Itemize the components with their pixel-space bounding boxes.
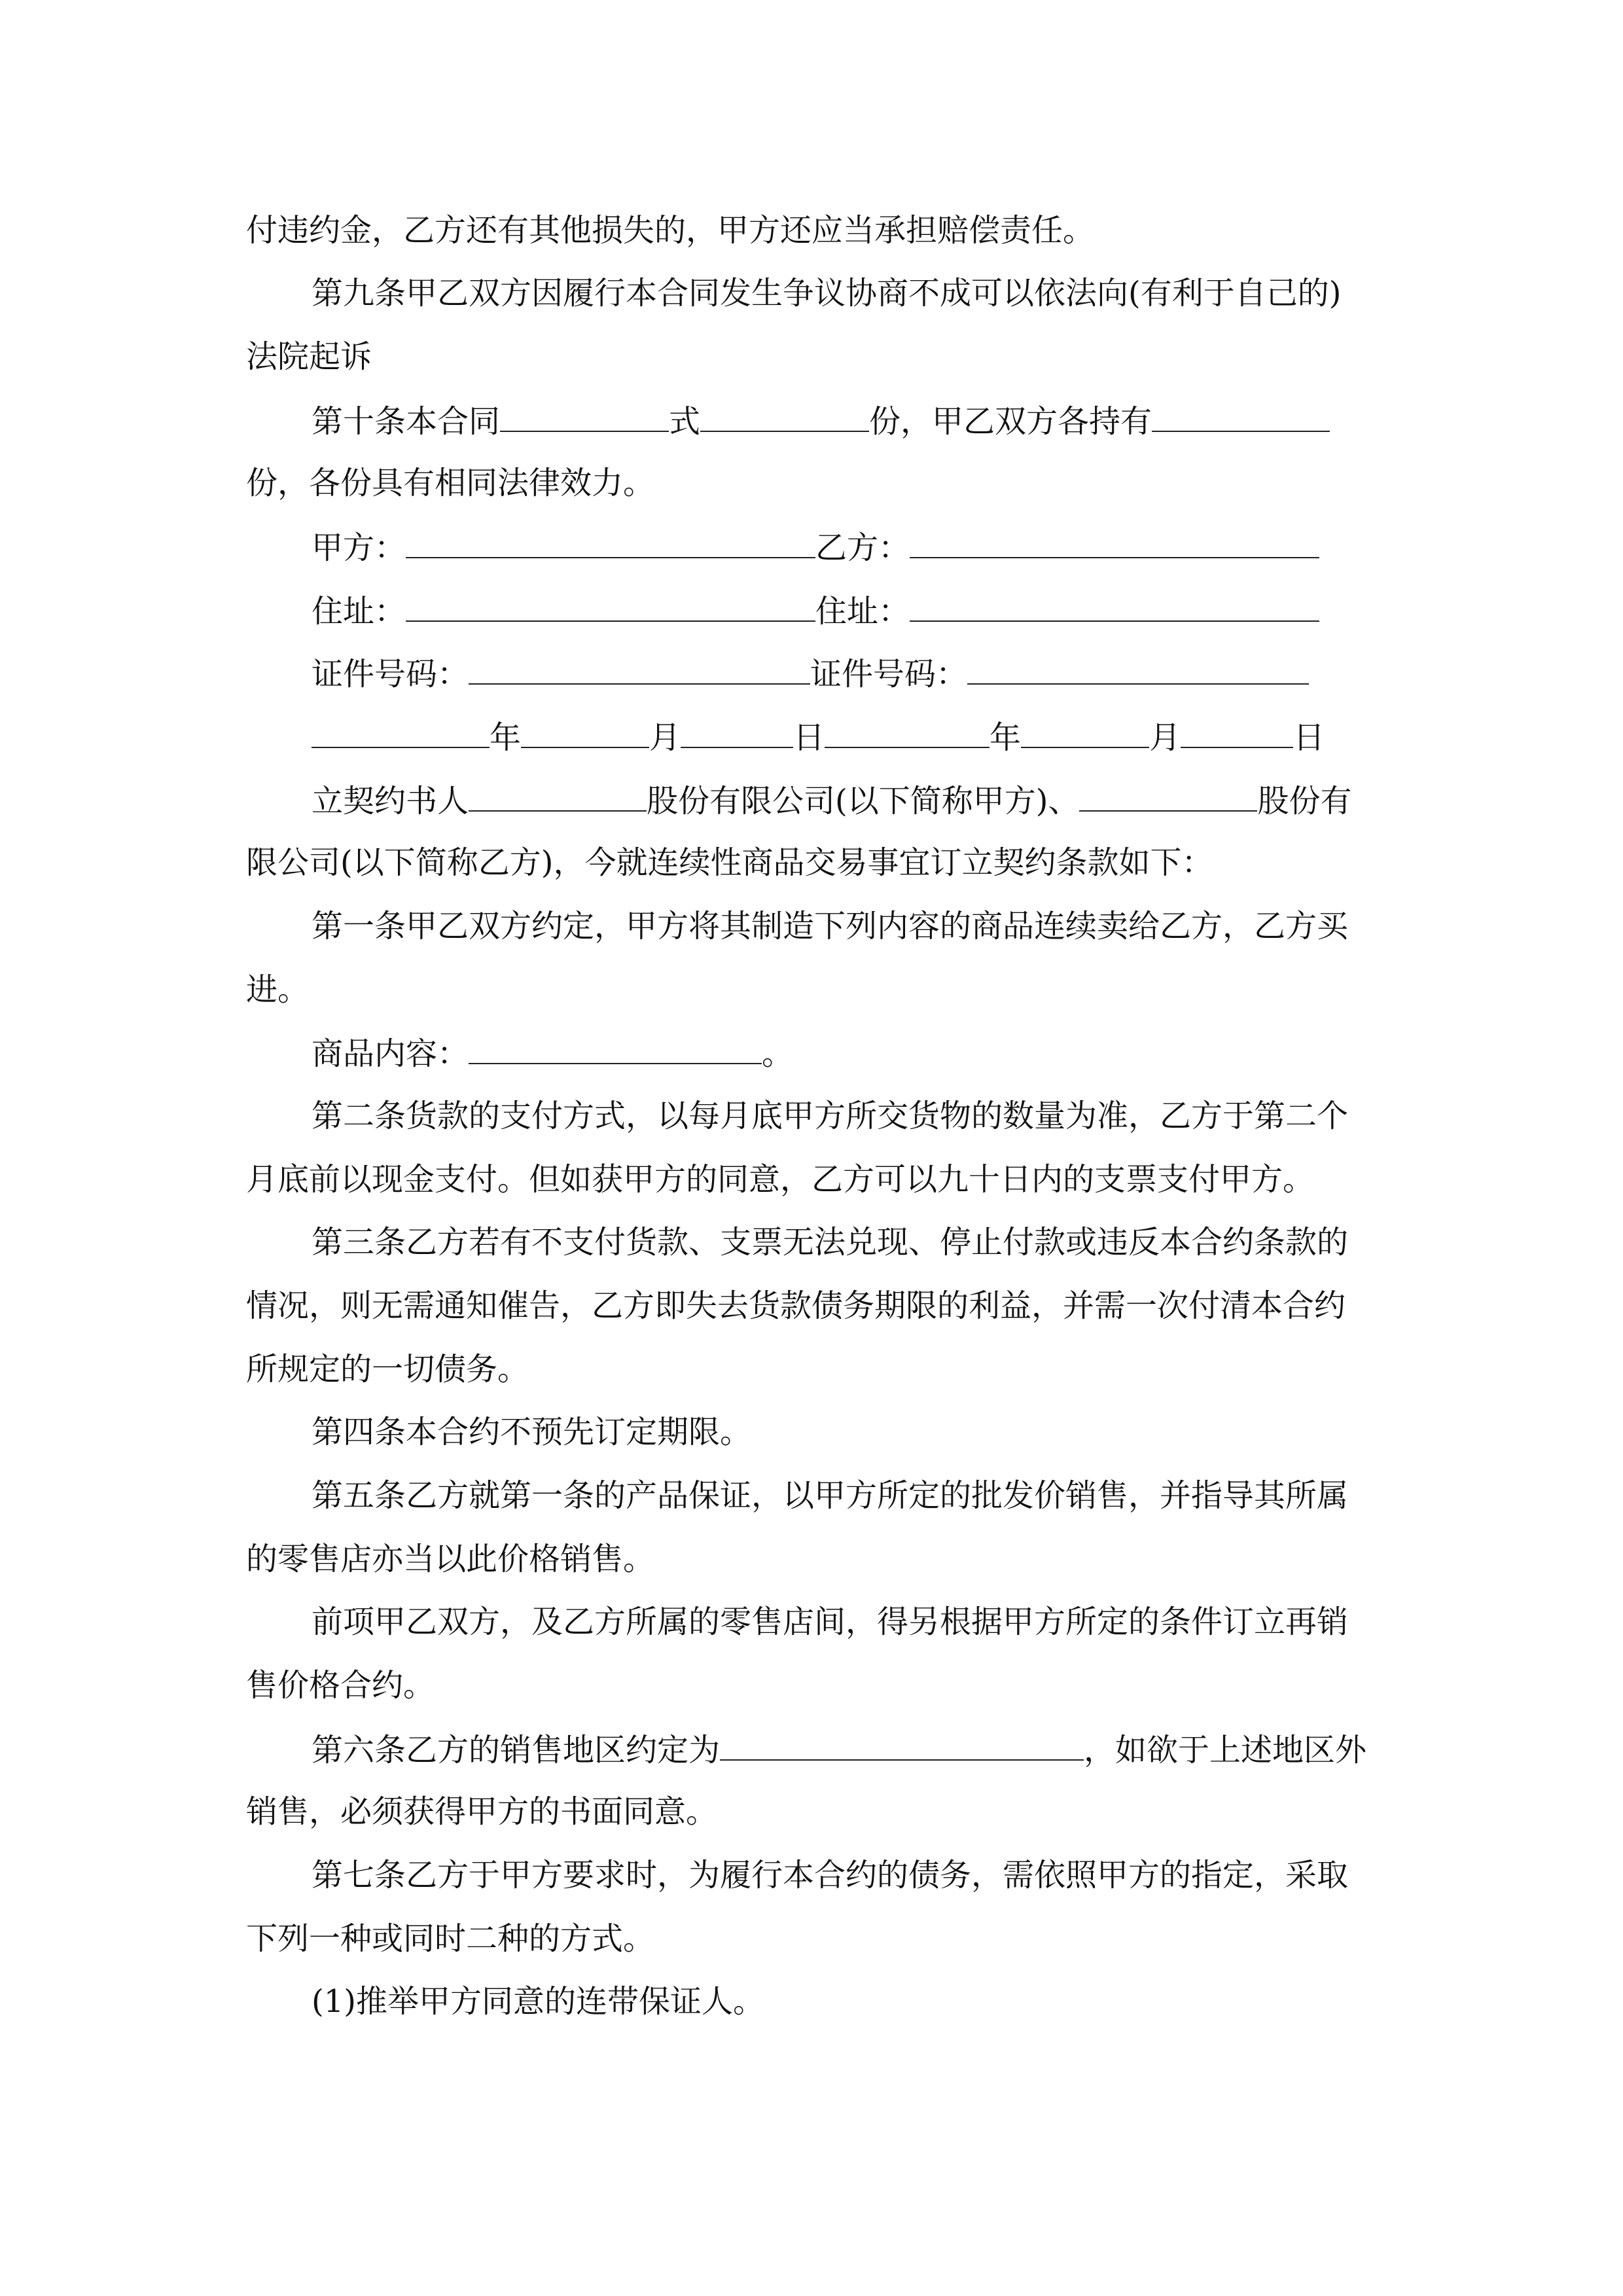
text: 式 xyxy=(669,403,701,440)
day-label: 日 xyxy=(793,719,825,756)
article-6-line xyxy=(246,1792,717,1831)
text: 情况，则无需通知催告，乙方即失去货款债务期限的利益，并需一次付清本合约 xyxy=(246,1287,1346,1324)
day-label: 日 xyxy=(1293,719,1325,756)
party-a-blank[interactable] xyxy=(406,527,815,558)
article-1-line xyxy=(312,906,1348,946)
text: 立契约书人 xyxy=(312,783,469,819)
copies-count-blank[interactable] xyxy=(700,401,869,432)
copies-held-blank[interactable] xyxy=(1152,401,1330,432)
text: 法院起诉 xyxy=(246,338,372,375)
party-b-company-blank[interactable] xyxy=(1079,780,1257,812)
article-9-line xyxy=(246,337,372,376)
article-1-line xyxy=(246,970,309,1009)
id-b-label: 证件号码： xyxy=(810,656,968,692)
text: 第七条乙方于甲方要求时，为履行本合约的债务，需依照甲方的指定，采取 xyxy=(312,1857,1349,1893)
article-10-line xyxy=(312,401,1330,441)
party-a-label: 甲方： xyxy=(312,529,406,566)
goods-line xyxy=(312,1033,793,1073)
text: 销售，必须获得甲方的书面同意。 xyxy=(246,1793,718,1830)
date-line xyxy=(312,717,1325,757)
text: 股份有限公司(以下简称甲方)、 xyxy=(647,783,1080,819)
preceding-clause-line xyxy=(246,1666,435,1705)
text: (1)推举甲方同意的连带保证人。 xyxy=(312,1983,764,2020)
address-b-label: 住址： xyxy=(815,593,910,630)
text: 第二条货款的支付方式，以每月底甲方所交货物的数量为准，乙方于第二个 xyxy=(312,1098,1349,1134)
text: 下列一种或同时二种的方式。 xyxy=(246,1920,655,1957)
text: 第四条本合约不预先订定期限。 xyxy=(312,1414,752,1450)
address-a-blank[interactable] xyxy=(406,590,815,622)
article-6-line xyxy=(312,1729,1366,1770)
text: 第一条甲乙双方约定，甲方将其制造下列内容的商品连续卖给乙方，乙方买 xyxy=(312,908,1349,944)
text: 进。 xyxy=(246,971,310,1008)
year-b-blank[interactable] xyxy=(825,717,990,748)
text: 。 xyxy=(762,1035,794,1072)
party-b-blank[interactable] xyxy=(910,527,1319,558)
article-3-line xyxy=(312,1223,1348,1262)
party-a-company-blank[interactable] xyxy=(469,780,647,812)
text: 第五条乙方就第一条的产品保证，以甲方所定的批发价销售，并指导其所属 xyxy=(312,1477,1349,1514)
day-a-blank[interactable] xyxy=(681,717,793,748)
text: 第六条乙方的销售地区约定为 xyxy=(312,1732,721,1768)
paragraph-line xyxy=(246,211,1094,250)
intro-line xyxy=(246,843,1213,882)
article-7-line xyxy=(312,1856,1348,1895)
text: 所规定的一切债务。 xyxy=(246,1351,529,1388)
goods-blank[interactable] xyxy=(469,1033,762,1064)
copies-blank[interactable] xyxy=(500,401,669,432)
id-a-label: 证件号码： xyxy=(312,656,469,692)
intro-line xyxy=(312,780,1352,821)
article-10-line xyxy=(246,463,654,503)
text: 份，各份具有相同法律效力。 xyxy=(246,465,655,501)
text: 份，甲乙双方各持有 xyxy=(869,403,1152,440)
item-1-line xyxy=(312,1982,764,2021)
address-a-label: 住址： xyxy=(312,593,406,630)
id-b-blank[interactable] xyxy=(967,653,1309,685)
day-b-blank[interactable] xyxy=(1181,717,1293,748)
text: 第十条本合同 xyxy=(312,403,501,440)
article-5-line xyxy=(246,1539,654,1579)
text: ，如欲于上述地区外 xyxy=(1084,1732,1367,1768)
article-9-line xyxy=(312,274,1341,313)
goods-label: 商品内容： xyxy=(312,1035,469,1072)
year-a-blank[interactable] xyxy=(312,717,490,748)
month-label: 月 xyxy=(649,719,681,756)
text: 前项甲乙双方，及乙方所属的零售店间，得另根据甲方所定的条件订立再销 xyxy=(312,1604,1349,1640)
text: 第九条甲乙双方因履行本合同发生争议协商不成可以依法向(有利于自己的) xyxy=(312,275,1342,312)
month-label: 月 xyxy=(1149,719,1181,756)
article-3-line xyxy=(246,1350,529,1389)
id-line xyxy=(312,653,1309,694)
address-b-blank[interactable] xyxy=(910,590,1319,622)
id-a-blank[interactable] xyxy=(469,653,810,685)
article-2-line xyxy=(312,1096,1348,1136)
article-4-line xyxy=(312,1412,751,1452)
party-b-label: 乙方： xyxy=(815,529,910,566)
party-line xyxy=(312,527,1319,567)
text: 付违约金，乙方还有其他损失的，甲方还应当承担赔偿责任。 xyxy=(246,212,1095,249)
text: 的零售店亦当以此价格销售。 xyxy=(246,1541,655,1577)
text: 售价格合约。 xyxy=(246,1667,435,1704)
article-5-line xyxy=(312,1476,1348,1515)
preceding-clause-line xyxy=(312,1602,1348,1641)
article-2-line xyxy=(246,1160,1314,1199)
address-line xyxy=(312,590,1319,631)
sales-region-blank[interactable] xyxy=(720,1729,1084,1761)
article-7-line xyxy=(246,1919,654,1958)
text: 股份有 xyxy=(1257,783,1352,819)
month-a-blank[interactable] xyxy=(521,717,649,748)
article-3-line xyxy=(246,1286,1346,1325)
year-label: 年 xyxy=(490,719,522,756)
year-label: 年 xyxy=(990,719,1022,756)
text: 限公司(以下简称乙方)，今就连续性商品交易事宜订立契约条款如下： xyxy=(246,844,1213,881)
text: 月底前以现金支付。但如获甲方的同意，乙方可以九十日内的支票支付甲方。 xyxy=(246,1161,1315,1198)
month-b-blank[interactable] xyxy=(1021,717,1149,748)
text: 第三条乙方若有不支付货款、支票无法兑现、停止付款或违反本合约条款的 xyxy=(312,1224,1349,1261)
